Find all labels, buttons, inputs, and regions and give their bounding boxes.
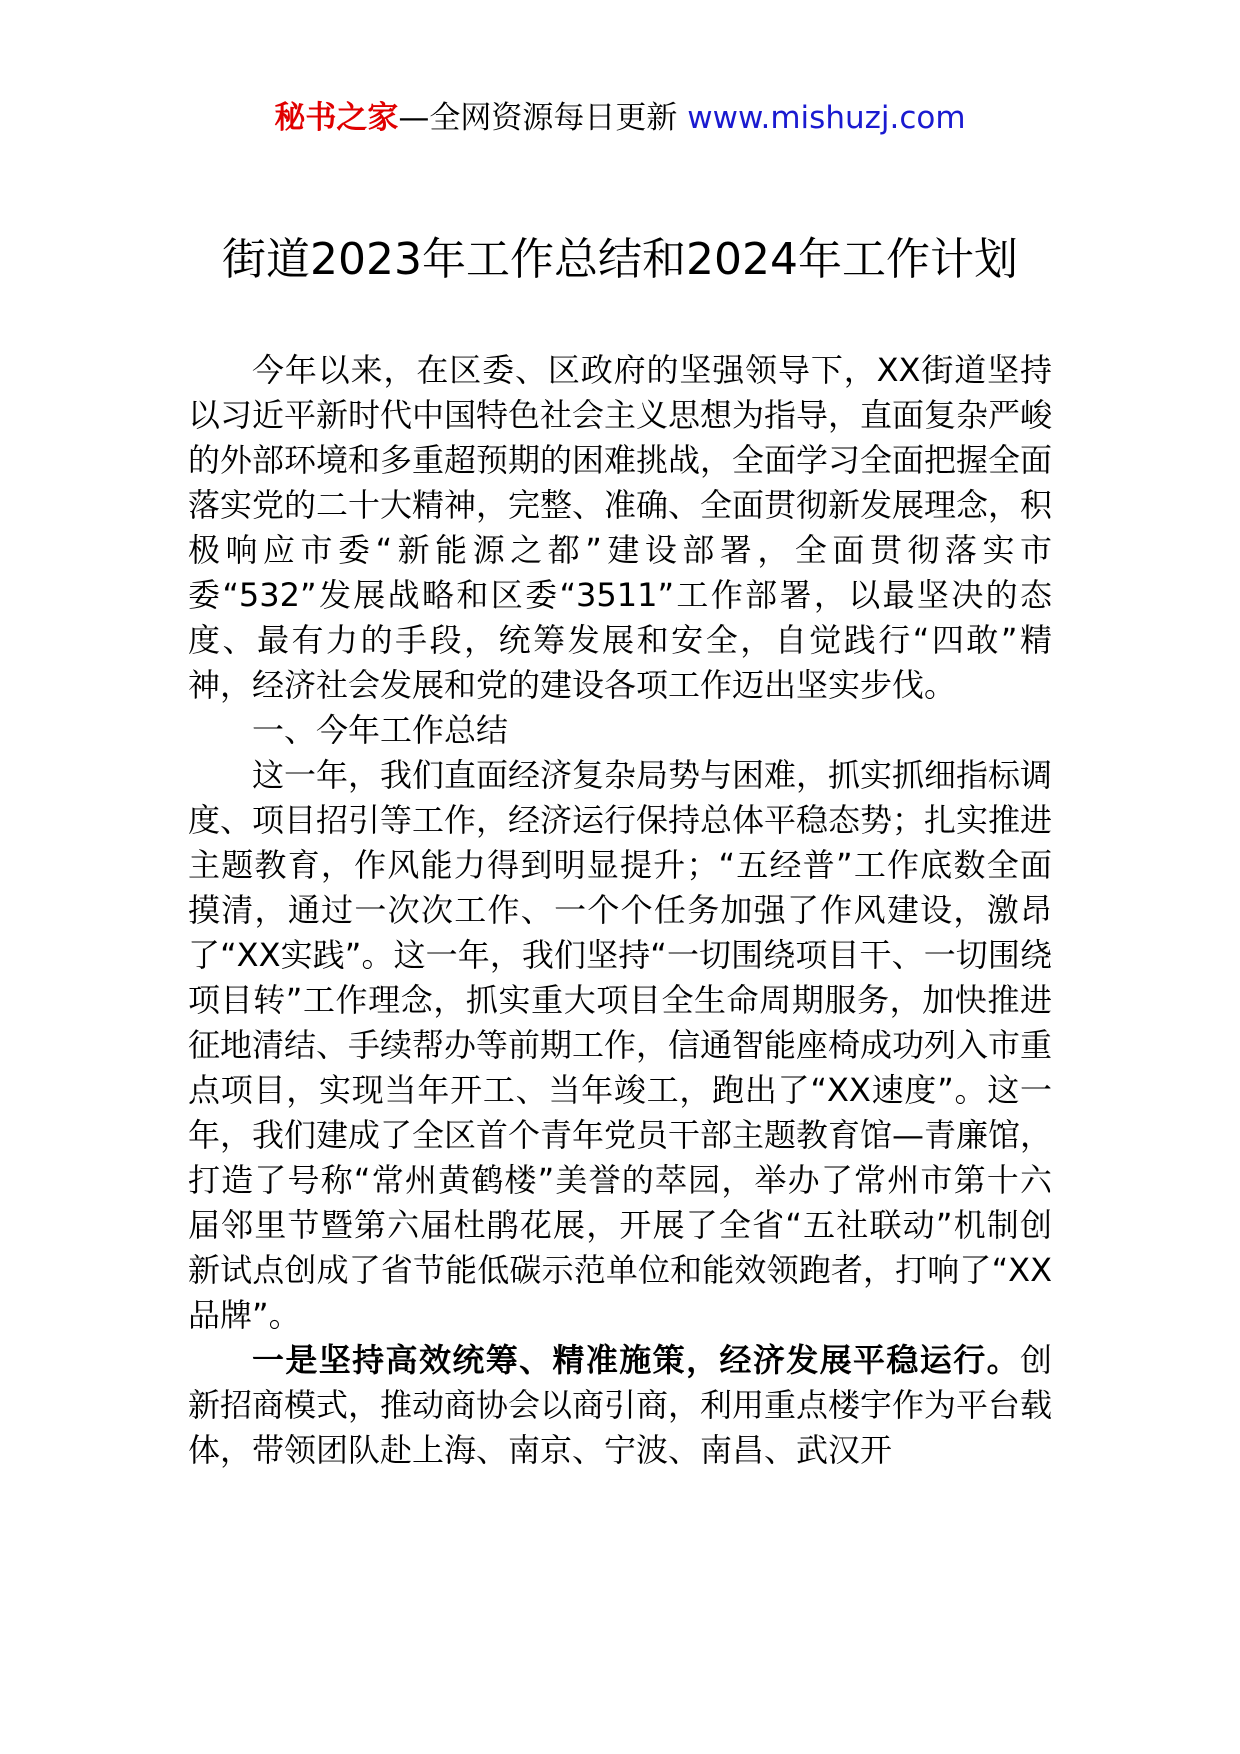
site-url-link[interactable]: www.mishuzj.com (687, 100, 966, 136)
summary-paragraph: 这一年，我们直面经济复杂局势与困难，抓实抓细指标调度、项目招引等工作，经济运行保持总体平稳态势；扎实推进主题教育，作风能力得到明显提升；“五经普”工作底数全面摸清，通过一次次工作、一个个任务加强了作风建设，激昂了“XX实践”。这一年，我们坚持“一切围绕项目干、一切围绕项目转”工作理念，抓实重大项目全生命周期服务，加快推进征地清结、手续帮办等前期工作，信通智能座椅成功列入市重点项目，实现当年开工、当年竣工，跑出了“XX速度”。这一年，我们建成了全区首个青年党员干部主题教育馆—青廉馆，打造了号称“常州黄鹤楼”美誉的萃园，举办了常州市第十六届邻里节暨第六届杜鹃花展，开展了全省“五社联动”机制创新试点创成了省节能低碳示范单位和能效领跑者，打响了“XX品牌”。 (188, 756, 1053, 1334)
tagline: —全网资源每日更新 (398, 100, 678, 136)
point-text: 创新招商模式，推动商协会以商引商，利用重点楼宇作为平台载体，带领团队赴上海、南京、宁波、南昌、武汉开 (188, 1341, 1053, 1469)
document-body (188, 348, 1052, 1473)
site-header (0, 98, 1240, 138)
point-lead: 一是坚持高效统筹、精准施策，经济发展平稳运行。 (252, 1341, 1020, 1379)
section-heading: 一、今年工作总结 (252, 711, 509, 749)
point-paragraph (188, 1338, 1052, 1473)
intro-paragraph: 今年以来，在区委、区政府的坚强领导下，XX街道坚持以习近平新时代中国特色社会主义思想为指导，直面复杂严峻的外部环境和多重超预期的困难挑战，全面学习全面把握全面落实党的二十大精神，完整、准确、全面贯彻新发展理念，积极响应市委“新能源之都”建设部署，全面贯彻落实市委“532”发展战略和区委“3511”工作部署，以最坚决的态度、最有力的手段，统筹发展和安全，自觉践行“四敢”精神，经济社会发展和党的建设各项工作迈出坚实步伐。 (188, 351, 1053, 704)
document-title: 街道2023年工作总结和2024年工作计划 (222, 234, 1018, 285)
brand-name: 秘书之家 (274, 100, 399, 136)
